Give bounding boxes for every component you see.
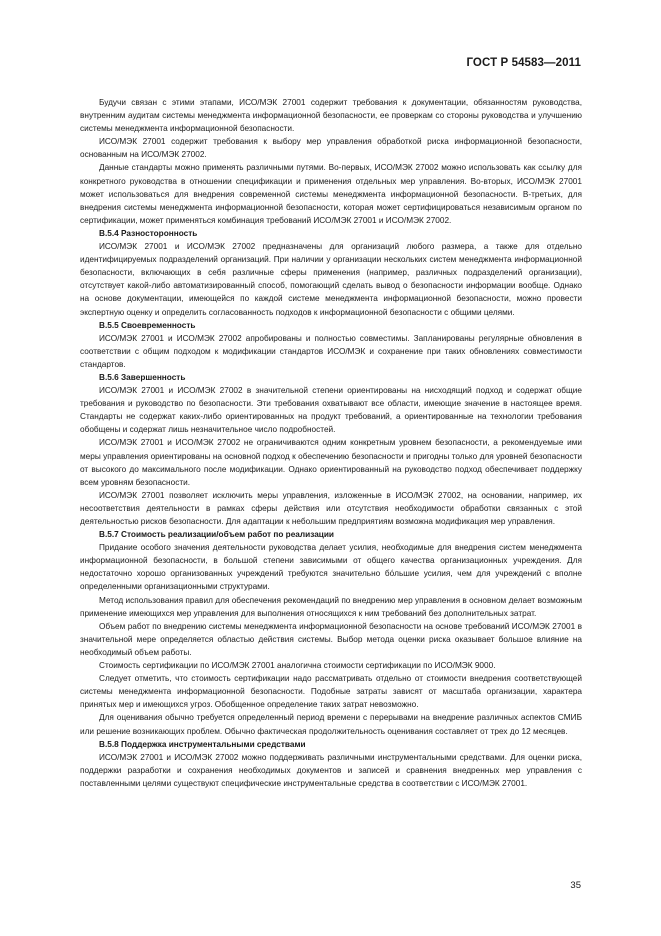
section-title: Поддержка инструментальными средствами	[121, 739, 306, 749]
paragraph: Данные стандарты можно применять различными путями. Во-первых, ИСО/МЭК 27002 можно использовать как ссылку для конкретного руководства в отношении спецификации и применения отдельных мер управления. Во-вторых, ИСО/МЭК 27001 может использоваться для внедрения современной системы менеджмента информационной безопасности. В-третьих, для внедрения системы менеджмента информационной безопасности, которая может сертифицироваться независимым органом по сертификации, может применяться комбинация требований ИСО/МЭК 27001 и ИСО/МЭК 27002.	[80, 163, 582, 225]
paragraph: ИСО/МЭК 27001 и ИСО/МЭК 27002 в значительной степени ориентированы на нисходящий подход и содержат общие требования и руководство по безопасности. Эти требования охватывают все области, имеющие значение в настоящее время. Стандарты не содержат каких-либо ориентированных на продукт требований, а ориентированные на технологии требования обобщены и содержат лишь незначительное число подробностей.	[80, 386, 582, 435]
section-title: Разносторонность	[121, 228, 198, 238]
section-number: В.5.8	[99, 739, 119, 749]
section-title: Стоимость реализации/объем работ по реализации	[121, 530, 334, 540]
paragraph: Следует отметить, что стоимость сертификации надо рассматривать отдельно от стоимости внедрения соответствующей системы менеджмента информационной безопасности. Подобные затраты зависят от масштаба организации, характера принятых мер и имеющихся угроз. Обобщенное определение таких затрат невозможно.	[80, 674, 582, 710]
paragraph: ИСО/МЭК 27001 и ИСО/МЭК 27002 можно поддерживать различными инструментальными средствами. Для оценки риска, поддержки разработки и сохранения необходимых документов и записей и сравнения внедренных мер управления с поставленными целями существуют специфические инструментальные средства в соответствии с ИСО/МЭК 27001.	[80, 752, 582, 788]
document-body	[80, 96, 582, 790]
section-number: В.5.7	[99, 530, 119, 540]
document-header: ГОСТ Р 54583—2011	[466, 57, 581, 69]
section-heading	[80, 227, 582, 240]
page-number: 35	[570, 880, 581, 891]
paragraph: ИСО/МЭК 27001 позволяет исключить меры управления, изложенные в ИСО/МЭК 27002, на основании, например, их несоответствия деятельности в рамках сферы действия или отсутствия необходимости обработки связанных с этой деятельностью рисков безопасности. Для адаптации к небольшим предприятиям возможна модификация мер управления.	[80, 490, 582, 526]
section-number: В.5.6	[99, 372, 119, 382]
paragraph: ИСО/МЭК 27001 и ИСО/МЭК 27002 апробированы и полностью совместимы. Запланированы регулярные обновления в соответствии с общим подходом к модификации стандартов ИСО/МЭК и сохранение при таких обновлениях совместимости стандартов.	[80, 333, 582, 369]
section-heading	[80, 319, 582, 332]
paragraph: ИСО/МЭК 27001 и ИСО/МЭК 27002 не ограничиваются одним конкретным уровнем безопасности, а рекомендуемые ими меры управления ориентированы на основной подход к обеспечению безопасности и пригодны только для уровней безопасности от высокого до максимального после модификации. Однако ориентированный на руководство подход обеспечивает поддержку всем уровням безопасности.	[80, 438, 582, 487]
section-title: Завершенность	[121, 372, 186, 382]
section-heading	[80, 371, 582, 384]
paragraph: Придание особого значения деятельности руководства делает усилия, необходимые для внедрения систем менеджмента информационной безопасности, в большой степени зависимыми от общего качества организационных учреждения. Для недостаточно хорошо организованных учреждений требуются значительно бо́льшие усилия, чем для учреждений с вполне определенными организационными структурами.	[80, 543, 582, 592]
section-heading	[80, 738, 582, 751]
section-heading	[80, 528, 582, 541]
paragraph: Стоимость сертификации по ИСО/МЭК 27001 аналогична стоимости сертификации по ИСО/МЭК 9000.	[99, 661, 496, 671]
paragraph: Метод использования правил для обеспечения рекомендаций по внедрению мер управления в основном делает возможным применение имеющихся мер управления для выполнения относящихся к ним требований без дополнительных затрат.	[80, 595, 582, 618]
paragraph: ИСО/МЭК 27001 содержит требования к выбору мер управления обработкой риска информационной безопасности, основанным на ИСО/МЭК 27002.	[80, 137, 582, 160]
section-number: В.5.4	[99, 228, 119, 238]
section-title: Своевременность	[121, 320, 196, 330]
paragraph: Объем работ по внедрению системы менеджмента информационной безопасности на основе требований ИСО/МЭК 27001 в значительной мере определяется областью действия системы. Выбор метода оценки риска оказывает большое влияние на необходимый объем работы.	[80, 621, 582, 657]
paragraph: ИСО/МЭК 27001 и ИСО/МЭК 27002 предназначены для организаций любого размера, а также для отдельно идентифицируемых подразделений организаций. При наличии у организации нескольких систем менеджмента информационной безопасности, включающих в себя различные сферы применения (например, различных подразделений организации), отсутствует какой-либо автоматизированный способ, помогающий сделать вывод о безопасности информации вообще. Однако на основе документации, имеющейся по каждой системе менеджмента информационной безопасности, можно провести экспертную оценку и определить согласованность подходов к информационной безопасности с общими целями.	[80, 242, 582, 317]
paragraph: Будучи связан с этими этапами, ИСО/МЭК 27001 содержит требования к документации, обязанностям руководства, внутренним аудитам системы менеджмента информационной безопасности, ее проверкам со стороны руководства и улучшению системы менеджмента информационной безопасности.	[80, 98, 582, 134]
section-number: В.5.5	[99, 320, 119, 330]
paragraph: Для оценивания обычно требуется определенный период времени с перерывами на внедрение различных аспектов СМИБ или решение возникающих проблем. Обычно фактическая продолжительность оценивания составляет от трех до 12 месяцев.	[80, 713, 582, 736]
